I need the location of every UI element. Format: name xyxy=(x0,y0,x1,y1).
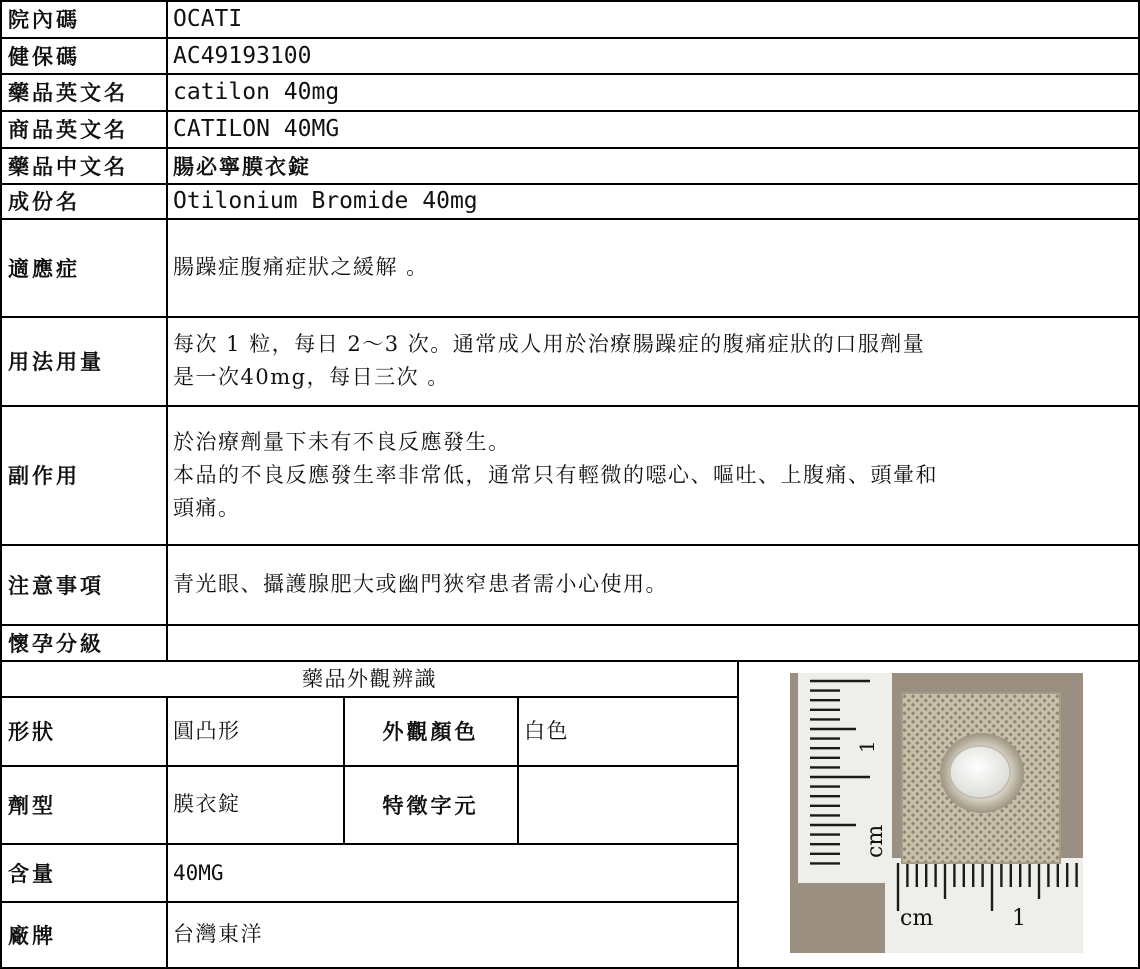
row-rule-11 xyxy=(0,660,1140,662)
color-label: 外觀顏色 xyxy=(382,720,479,744)
dosage-line-2: 是一次40mg，每日三次 。 xyxy=(173,365,450,389)
horizontal-ruler-mark: 1 xyxy=(1012,906,1026,931)
indication-value: 腸躁症腹痛症狀之緩解 。 xyxy=(173,255,429,279)
appearance-mid-rule-2 xyxy=(517,696,519,844)
row-rule-12 xyxy=(0,696,738,698)
shape-label: 形狀 xyxy=(8,720,56,744)
brand-label: 廠牌 xyxy=(8,923,56,948)
pregnancy-label: 懷孕分級 xyxy=(8,632,104,656)
vertical-ruler-unit: cm xyxy=(863,824,888,858)
row-rule-9 xyxy=(0,544,1140,546)
strength-label: 含量 xyxy=(8,861,56,886)
appearance-mid-rule-1 xyxy=(343,696,345,844)
row-rule-14 xyxy=(0,843,738,845)
row-rule-5 xyxy=(0,183,1140,185)
side-effects-line-1: 於治療劑量下未有不良反應發生。 xyxy=(173,429,511,454)
drug-en-label: 藥品英文名 xyxy=(8,81,128,105)
row-rule-2 xyxy=(0,73,1140,75)
row-rule-15 xyxy=(0,901,738,903)
dosage-value xyxy=(167,317,1137,405)
label-column-rule-top xyxy=(166,0,168,661)
hospital-code-value: OCATI xyxy=(173,6,243,32)
label-column-rule-bottom xyxy=(166,696,168,969)
row-rule-8 xyxy=(0,405,1140,407)
product-en-value: CATILON 40MG xyxy=(173,116,340,142)
white-pill xyxy=(950,746,1010,798)
row-rule-1 xyxy=(0,37,1140,39)
ingredient-value: Otilonium Bromide 40mg xyxy=(173,188,478,214)
row-rule-4 xyxy=(0,147,1140,149)
appearance-section-title: 藥品外觀辨識 xyxy=(302,666,437,691)
border-top xyxy=(0,0,1140,2)
horizontal-ruler-unit: cm xyxy=(900,906,934,931)
color-value: 白色 xyxy=(524,718,569,743)
photo-column-rule xyxy=(737,660,739,969)
imprint-label: 特徵字元 xyxy=(382,793,479,818)
side-effects-value xyxy=(167,406,1137,544)
nhi-code-value: AC49193100 xyxy=(173,42,312,69)
nhi-code-label: 健保碼 xyxy=(8,44,80,69)
drug-zh-label: 藥品中文名 xyxy=(8,154,128,179)
imprint-value xyxy=(518,766,737,843)
form-label: 劑型 xyxy=(8,793,56,818)
row-rule-3 xyxy=(0,110,1140,112)
pill-photo xyxy=(790,673,1083,953)
brand-value: 台灣東洋 xyxy=(173,922,263,946)
border-left xyxy=(0,0,2,969)
row-rule-13 xyxy=(0,765,738,767)
dosage-label: 用法用量 xyxy=(8,350,104,374)
precautions-label: 注意事項 xyxy=(8,573,104,598)
side-effects-line-3: 頭痛。 xyxy=(173,495,241,520)
row-rule-10 xyxy=(0,624,1140,626)
ingredient-label: 成份名 xyxy=(8,190,80,214)
precautions-value: 青光眼、攝護腺肥大或幽門狹窄患者需小心使用。 xyxy=(173,572,668,596)
drug-en-value: catilon 40mg xyxy=(173,79,340,105)
pregnancy-value xyxy=(167,625,1137,661)
strength-value: 40MG xyxy=(173,860,224,885)
form-value: 膜衣錠 xyxy=(173,792,241,816)
product-en-label: 商品英文名 xyxy=(8,118,128,142)
side-effects-label: 副作用 xyxy=(8,464,80,488)
shape-value: 圓凸形 xyxy=(173,718,241,743)
dosage-line-1: 每次 1 粒，每日 2～3 次。通常成人用於治療腸躁症的腹痛症狀的口服劑量 xyxy=(173,332,926,356)
side-effects-line-2: 本品的不良反應發生率非常低，通常只有輕微的噁心、嘔吐、上腹痛、頭暈和 xyxy=(173,462,938,487)
indication-label: 適應症 xyxy=(8,256,80,281)
row-rule-7 xyxy=(0,316,1140,318)
hospital-code-label: 院內碼 xyxy=(8,8,80,32)
drug-zh-value: 腸必寧膜衣錠 xyxy=(173,154,311,179)
vertical-ruler-mark: 1 xyxy=(855,740,879,753)
row-rule-6 xyxy=(0,218,1140,220)
